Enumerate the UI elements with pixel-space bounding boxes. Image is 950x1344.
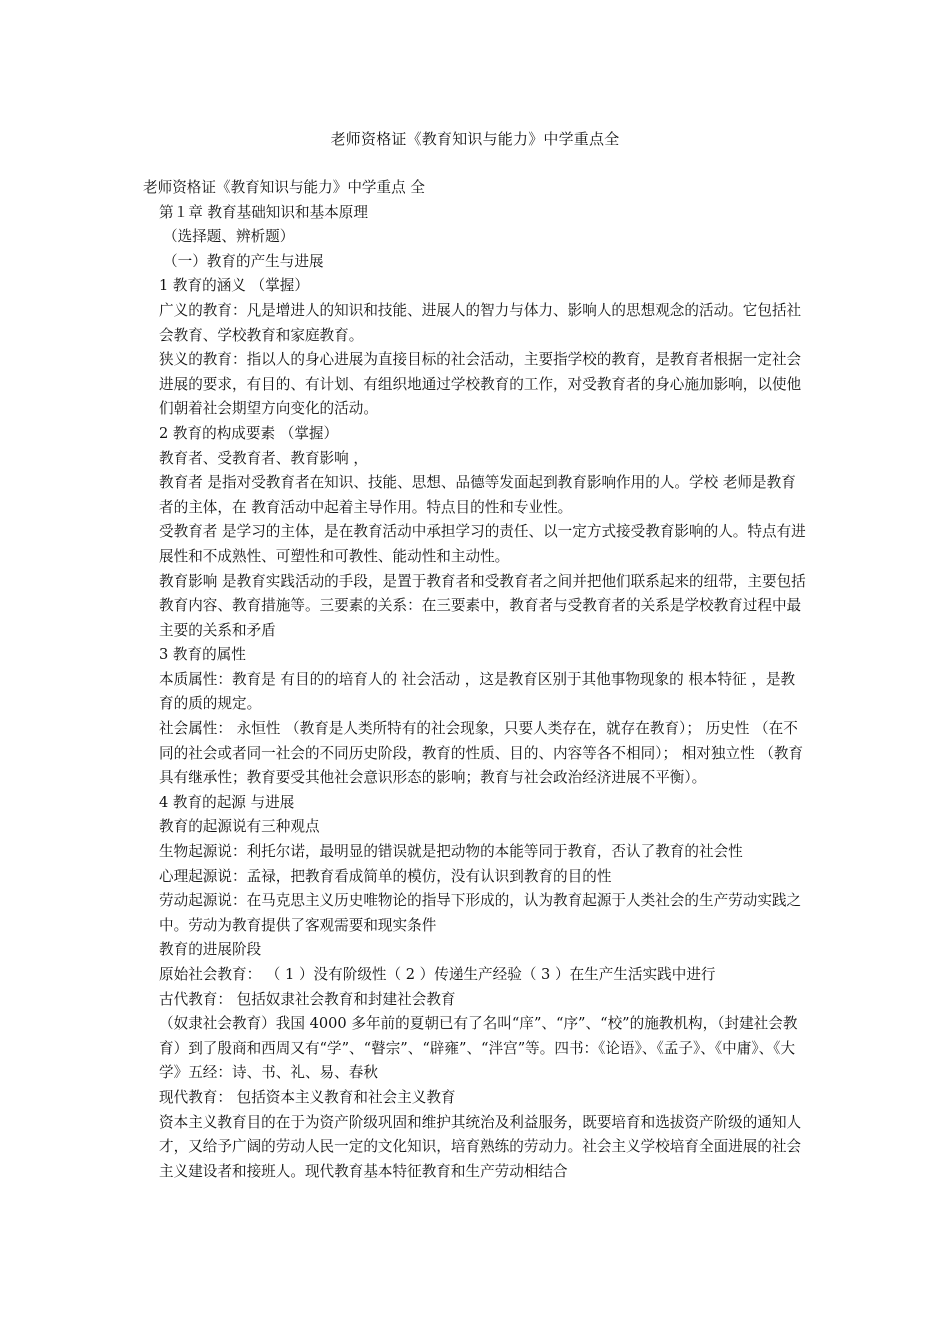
paragraph: 教育的进展阶段 <box>159 941 262 959</box>
paragraph: 教育的起源说有三种观点 <box>159 818 320 836</box>
paragraph: 受教育者 是学习的主体，是在教育活动中承担学习的责任、以一定方式接受教育影响的人。特点有进展性和不成熟性、可塑性和可教性、能动性和主动性。 <box>159 523 806 565</box>
paragraph: 本质属性：教育是 有目的的培育人的 社会活动 ，这是教育区别于其他事物现象的 根本特征 ，是教育的质的规定。 <box>159 670 796 713</box>
paragraph: 资本主义教育目的在于为资产阶级巩固和维护其统治及利益服务，既要培育和选拔资产阶级的通知人才，又给予广阔的劳动人民一定的文化知识，培育熟练的劳动力。社会主义学校培育全面进展的社会主义建设者和接班人。现代教育基本特征教育和生产劳动相结合 <box>159 1113 802 1180</box>
document-body <box>143 176 809 1184</box>
paragraph: 1 教育的涵义 （掌握） <box>159 277 309 295</box>
paragraph: 3 教育的属性 <box>159 646 246 664</box>
paragraph: 社会属性： 永恒性 （教育是人类所特有的社会现象，只要人类存在，就存在教育）； 历史性 （在不同的社会或者同一社会的不同历史阶段，教育的性质、目的、内容等各不相同）； 相对独立性 （教育具有继承性；教育要受其他社会意识形态的影响；教育与社会政治经济进展不平衡）。 <box>159 720 804 787</box>
paragraph: （一）教育的产生与进展 <box>163 252 324 270</box>
paragraph: 狭义的教育：指以人的身心进展为直接目标的社会活动，主要指学校的教育，是教育者根据一定社会进展的要求，有目的、有计划、有组织地通过学校教育的工作，对受教育者的身心施加影响，以使他们朝着社会期望方向变化的活动。 <box>159 351 802 418</box>
paragraph: （奴隶社会教育）我国 4000 多年前的夏朝已有了名叫“庠”、“序”、“校”的施教机构，（封建社会教育）到了殷商和西周又有“学”、“瞽宗”、“辟雍”、“泮宫”等。四书：《论语》、《孟子》、《中庸》、《大学》五经：诗、书、礼、易、春秋 <box>159 1015 798 1082</box>
paragraph: 广义的教育：凡是增进人的知识和技能、进展人的智力与体力、影响人的思想观念的活动。它包括社会教育、学校教育和家庭教育。 <box>159 301 802 344</box>
paragraph: 2 教育的构成要素 （掌握） <box>159 424 339 442</box>
paragraph: 生物起源说：利托尔诺，最明显的错误就是把动物的本能等同于教育，否认了教育的社会性 <box>159 843 743 861</box>
paragraph: 古代教育： 包括奴隶社会教育和封建社会教育 <box>159 990 456 1008</box>
paragraph: 4 教育的起源 与进展 <box>159 793 295 811</box>
document-title: 老师资格证《教育知识与能力》中学重点全 <box>330 130 620 148</box>
paragraph: 原始社会教育： （ 1 ）没有阶级性（ 2 ）传递生产经验（ 3 ）在生产生活实践中进行 <box>159 966 716 983</box>
paragraph: 现代教育： 包括资本主义教育和社会主义教育 <box>159 1088 456 1106</box>
paragraph: 第１章 教育基础知识和基本原理 <box>159 203 368 221</box>
paragraph: 教育影响 是教育实践活动的手段，是置于教育者和受教育者之间并把他们联系起来的纽带，主要包括教育内容、教育措施等。三要素的关系：在三要素中，教育者与受教育者的关系是学校教育过程中最主要的关系和矛盾 <box>159 572 806 639</box>
paragraph: 教育者、受教育者、教育影响 ， <box>159 449 368 467</box>
paragraph: 劳动起源说：在马克思主义历史唯物论的指导下形成的，认为教育起源于人类社会的生产劳动实践之中。劳动为教育提供了客观需要和现实条件 <box>159 892 802 934</box>
paragraph: 老师资格证《教育知识与能力》中学重点 全 <box>143 179 425 196</box>
paragraph: （选择题、辨析题） <box>163 228 295 246</box>
paragraph: 心理起源说：孟禄，把教育看成简单的模仿，没有认识到教育的目的性 <box>159 867 612 885</box>
paragraph: 教育者 是指对受教育者在知识、技能、思想、品德等发面起到教育影响作用的人。学校 老师是教育者的主体，在 教育活动中起着主导作用。特点目的性和专业性。 <box>159 474 796 516</box>
